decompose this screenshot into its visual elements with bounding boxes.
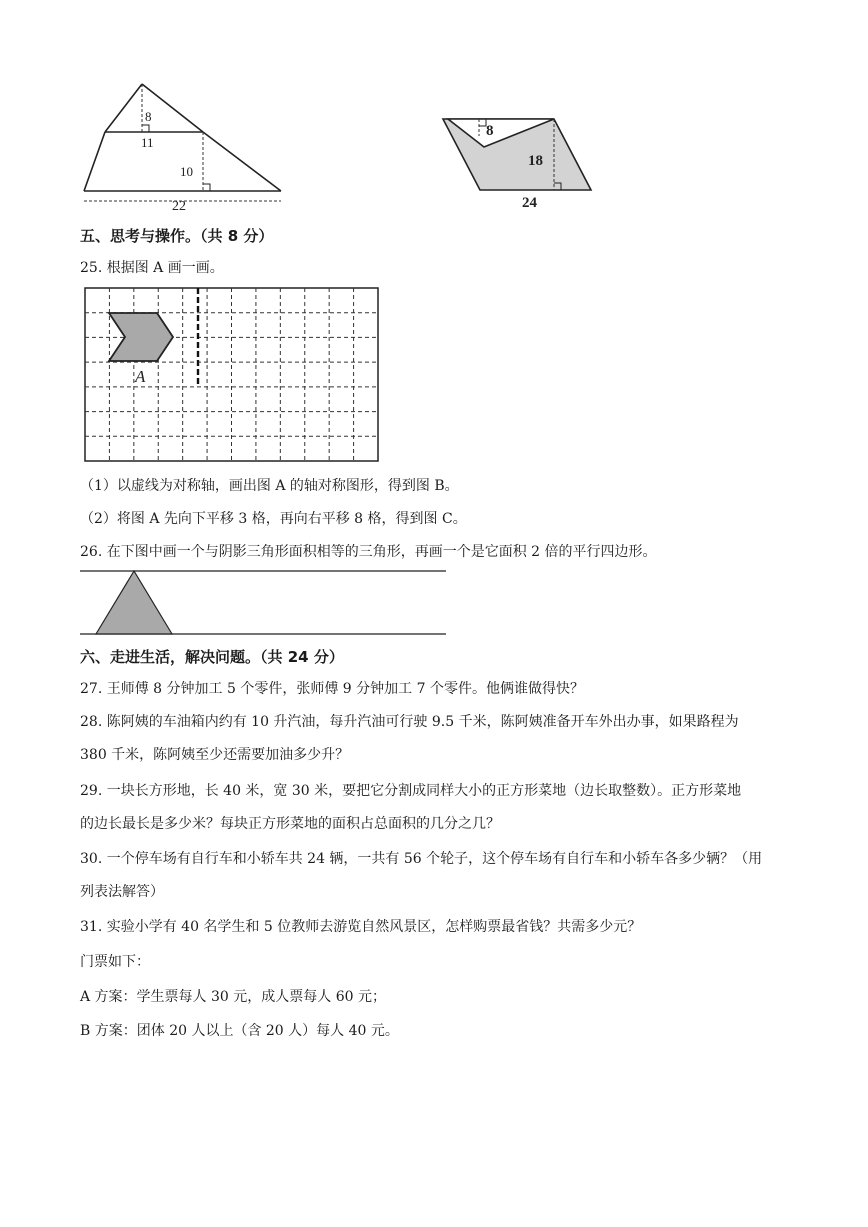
ticket-intro: 门票如下： <box>80 954 150 970</box>
top-triangle-right-edge <box>142 84 203 132</box>
parallelogram-figure <box>436 110 596 212</box>
top-triangle-left-edge <box>105 84 142 132</box>
grid-figure <box>84 286 380 464</box>
question-28-line2: 380 千米，陈阿姨至少还需要加油多少升？ <box>80 747 350 763</box>
question-28-line1: 28. 陈阿姨的车油箱内约有 10 升汽油，每升汽油可行驶 9.5 千米，陈阿姨准备开车外出办事，如果路程为 <box>80 714 739 730</box>
question-25-part2: （2）将图 A 先向下平移 3 格，再向右平移 8 格，得到图 C。 <box>80 511 467 527</box>
label-8: 8 <box>145 109 152 124</box>
question-27: 27. 王师傅 8 分钟加工 5 个零件，张师傅 9 分钟加工 7 个零件。他俩谁做得快？ <box>80 681 584 697</box>
question-30-line1: 30. 一个停车场有自行车和小轿车共 24 辆，一共有 56 个轮子，这个停车场有自行车和小轿车各多少辆？（用 <box>80 851 763 867</box>
parallel-lines-figure <box>80 567 448 639</box>
right-angle-mark-bottom <box>203 184 210 191</box>
question-25-part1: （1）以虚线为对称轴，画出图 A 的轴对称图形，得到图 B。 <box>80 478 459 494</box>
plan-b: B 方案：团体 20 人以上（含 20 人）每人 40 元。 <box>80 1023 399 1039</box>
question-29-line1: 29. 一块长方形地，长 40 米，宽 30 米，要把它分割成同样大小的正方形菜地（边长取整数）。正方形菜地 <box>80 783 742 799</box>
question-29-line2: 的边长最长是多少米？每块正方形菜地的面积占总面积的几分之几？ <box>80 816 500 832</box>
shape-a-label: A <box>135 367 146 386</box>
section5-heading: 五、思考与操作。（共 8 分） <box>80 227 274 245</box>
trapezoid-left-edge <box>84 132 105 191</box>
label-8: 8 <box>486 123 494 139</box>
plan-a: A 方案：学生票每人 30 元，成人票每人 60 元； <box>80 989 386 1005</box>
label-11: 11 <box>141 135 154 150</box>
question-26: 26. 在下图中画一个与阴影三角形面积相等的三角形，再画一个是它面积 2 倍的平行四边形。 <box>80 544 657 560</box>
question-31: 31. 实验小学有 40 名学生和 5 位教师去游览自然风景区，怎样购票最省钱？共需多少元？ <box>80 919 642 935</box>
trapezoid-right-edge <box>203 132 281 191</box>
shaded-triangle <box>96 571 172 634</box>
trapezoid-triangle-figure <box>78 80 290 215</box>
label-10: 10 <box>180 164 193 179</box>
label-24: 24 <box>522 195 537 211</box>
label-22: 22 <box>172 199 186 214</box>
right-angle-mark-top <box>142 125 149 132</box>
question-30-line2: 列表法解答） <box>80 884 164 900</box>
section6-heading: 六、走进生活，解决问题。（共 24 分） <box>80 648 344 666</box>
label-18: 18 <box>528 153 543 169</box>
question-25-title: 25. 根据图 A 画一画。 <box>80 260 224 276</box>
